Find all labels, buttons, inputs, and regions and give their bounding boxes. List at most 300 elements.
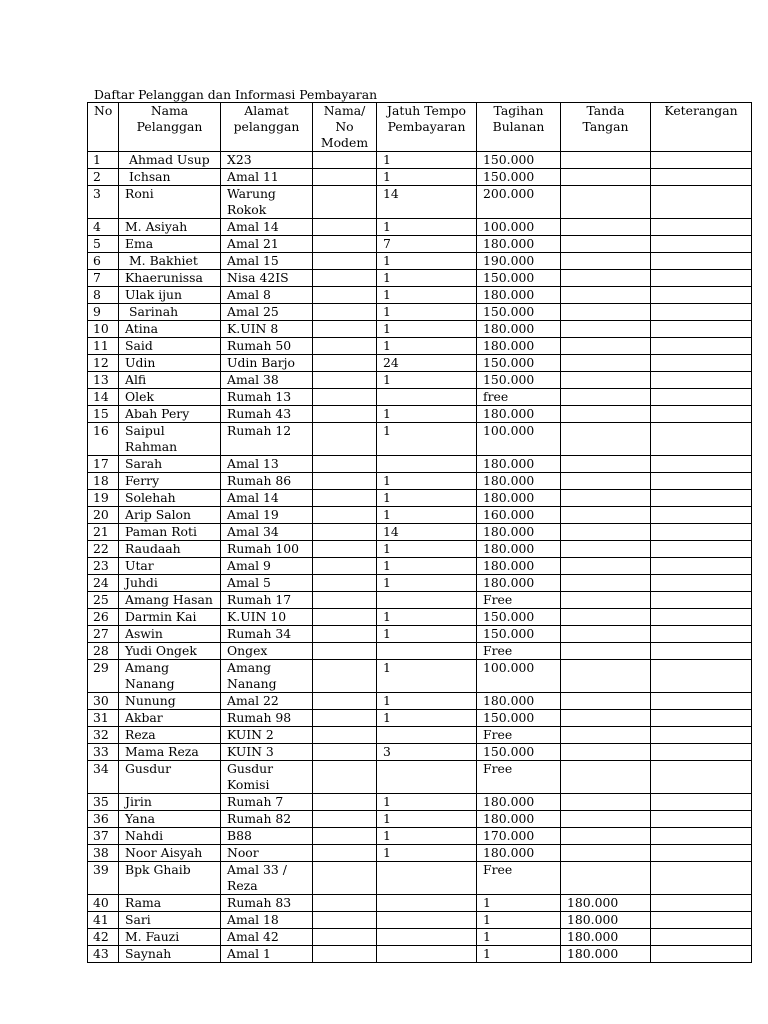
cell-no-text: 40 <box>93 895 109 910</box>
header-tanda <box>561 103 651 152</box>
table-row <box>88 660 752 693</box>
cell-tanda-tangan <box>561 152 651 169</box>
cell-nama-text: Saynah <box>125 946 172 961</box>
table-row <box>88 693 752 710</box>
page-title: Daftar Pelanggan dan Informasi Pembayaran <box>94 87 378 102</box>
cell-tagihan-text: 150.000 <box>483 169 535 184</box>
cell-tanda-tangan <box>561 946 651 963</box>
cell-tagihan <box>477 845 561 862</box>
cell-no <box>88 456 119 473</box>
cell-alamat <box>221 389 313 406</box>
cell-jatuh-tempo <box>377 862 477 895</box>
cell-keterangan <box>651 845 752 862</box>
cell-tanda-tangan <box>561 575 651 592</box>
cell-tagihan-text: 150.000 <box>483 744 535 759</box>
cell-tagihan-text: 180.000 <box>483 558 535 573</box>
cell-tanda-tangan <box>561 609 651 626</box>
cell-alamat-text: Rumah 86 <box>227 473 292 488</box>
cell-jatuh-tempo-text: 1 <box>383 406 391 421</box>
cell-no <box>88 236 119 253</box>
cell-no <box>88 473 119 490</box>
cell-alamat <box>221 558 313 575</box>
cell-alamat-text: X23 <box>227 152 252 167</box>
cell-tagihan <box>477 524 561 541</box>
cell-nama-text: Ulak ijun <box>125 287 183 302</box>
table-row <box>88 270 752 287</box>
cell-tagihan-text: Free <box>483 761 513 776</box>
header-tanda-line: Tangan <box>582 119 629 134</box>
cell-nama-text: Juhdi <box>125 575 158 590</box>
cell-jatuh-tempo <box>377 643 477 660</box>
cell-keterangan <box>651 473 752 490</box>
cell-no-text: 33 <box>93 744 109 759</box>
cell-tagihan <box>477 609 561 626</box>
cell-jatuh-tempo <box>377 389 477 406</box>
cell-tagihan <box>477 152 561 169</box>
cell-tagihan-text: 180.000 <box>483 524 535 539</box>
table-row <box>88 372 752 389</box>
cell-modem <box>313 236 377 253</box>
cell-tagihan-text: 1 <box>483 912 491 927</box>
cell-no <box>88 609 119 626</box>
cell-jatuh-tempo <box>377 287 477 304</box>
cell-modem <box>313 473 377 490</box>
table-row <box>88 794 752 811</box>
cell-nama-text: Rahman <box>125 439 178 454</box>
cell-alamat-text: Amal 13 <box>227 456 279 471</box>
cell-no-text: 15 <box>93 406 109 421</box>
header-keterangan <box>651 103 752 152</box>
table-row <box>88 811 752 828</box>
cell-tagihan <box>477 423 561 456</box>
table-row <box>88 219 752 236</box>
cell-alamat-text: Amal 22 <box>227 693 279 708</box>
cell-tagihan-text: 180.000 <box>483 541 535 556</box>
header-no: No <box>88 103 119 152</box>
cell-tagihan <box>477 794 561 811</box>
cell-tagihan-text: 1 <box>483 946 491 961</box>
cell-jatuh-tempo <box>377 744 477 761</box>
header-tagihan <box>477 103 561 152</box>
table-header-row <box>88 103 752 152</box>
cell-alamat-text: Reza <box>227 878 258 893</box>
cell-nama-text: Udin <box>125 355 156 370</box>
cell-no <box>88 558 119 575</box>
cell-tanda-tangan <box>561 693 651 710</box>
cell-keterangan <box>651 219 752 236</box>
cell-nama <box>119 845 221 862</box>
table-row <box>88 304 752 321</box>
cell-nama-text: Gusdur <box>125 761 172 776</box>
cell-nama <box>119 946 221 963</box>
cell-jatuh-tempo <box>377 304 477 321</box>
cell-modem <box>313 794 377 811</box>
cell-nama-text: Yana <box>125 811 155 826</box>
cell-modem <box>313 592 377 609</box>
cell-keterangan <box>651 186 752 219</box>
cell-tanda-tangan-text: 180.000 <box>567 929 619 944</box>
cell-nama-text: M. Fauzi <box>125 929 180 944</box>
cell-no <box>88 862 119 895</box>
cell-nama <box>119 693 221 710</box>
cell-keterangan <box>651 558 752 575</box>
cell-keterangan <box>651 592 752 609</box>
cell-no <box>88 575 119 592</box>
cell-tanda-tangan <box>561 626 651 643</box>
cell-keterangan <box>651 912 752 929</box>
cell-no-text: 29 <box>93 660 109 675</box>
cell-tagihan <box>477 406 561 423</box>
cell-tanda-tangan <box>561 186 651 219</box>
cell-tagihan-text: Free <box>483 643 513 658</box>
table-row <box>88 338 752 355</box>
cell-tagihan <box>477 372 561 389</box>
cell-no-text: 43 <box>93 946 109 961</box>
table-row <box>88 236 752 253</box>
table-row <box>88 929 752 946</box>
cell-modem <box>313 186 377 219</box>
cell-nama <box>119 912 221 929</box>
cell-modem <box>313 845 377 862</box>
cell-alamat-text: Rumah 100 <box>227 541 300 556</box>
cell-tanda-tangan <box>561 169 651 186</box>
cell-tanda-tangan <box>561 811 651 828</box>
cell-alamat <box>221 828 313 845</box>
cell-alamat-text: Amal 14 <box>227 490 279 505</box>
cell-no-text: 30 <box>93 693 109 708</box>
table-row <box>88 355 752 372</box>
cell-tagihan-text: 150.000 <box>483 609 535 624</box>
cell-modem <box>313 456 377 473</box>
cell-jatuh-tempo <box>377 406 477 423</box>
cell-nama-text: Khaerunissa <box>125 270 203 285</box>
cell-nama-text: Solehah <box>125 490 176 505</box>
header-nama-line: Nama <box>150 103 189 118</box>
cell-nama-text: Atina <box>125 321 159 336</box>
table-row <box>88 912 752 929</box>
cell-keterangan <box>651 811 752 828</box>
cell-modem <box>313 287 377 304</box>
cell-jatuh-tempo <box>377 321 477 338</box>
cell-alamat <box>221 592 313 609</box>
cell-nama <box>119 862 221 895</box>
cell-nama-text: Alfi <box>125 372 147 387</box>
cell-no <box>88 912 119 929</box>
cell-tanda-tangan <box>561 744 651 761</box>
cell-tagihan-text: free <box>483 389 509 404</box>
cell-no <box>88 946 119 963</box>
cell-nama <box>119 575 221 592</box>
cell-nama <box>119 744 221 761</box>
cell-nama-text: Nahdi <box>125 828 164 843</box>
cell-jatuh-tempo <box>377 794 477 811</box>
cell-modem <box>313 558 377 575</box>
cell-no-text: 1 <box>93 152 101 167</box>
cell-jatuh-tempo <box>377 660 477 693</box>
table-row <box>88 845 752 862</box>
header-modem-line: Modem <box>320 135 369 150</box>
cell-jatuh-tempo-text: 1 <box>383 287 391 302</box>
cell-tagihan-text: 160.000 <box>483 507 535 522</box>
cell-no-text: 26 <box>93 609 109 624</box>
cell-no-text: 17 <box>93 456 109 471</box>
cell-no <box>88 406 119 423</box>
cell-nama <box>119 152 221 169</box>
cell-alamat <box>221 929 313 946</box>
cell-nama <box>119 710 221 727</box>
cell-jatuh-tempo <box>377 338 477 355</box>
cell-keterangan <box>651 152 752 169</box>
cell-modem <box>313 423 377 456</box>
cell-tanda-tangan <box>561 761 651 794</box>
cell-alamat <box>221 862 313 895</box>
cell-tanda-tangan <box>561 660 651 693</box>
table-row <box>88 761 752 794</box>
cell-no <box>88 710 119 727</box>
cell-tagihan-text: 190.000 <box>483 253 535 268</box>
cell-alamat-text: Amal 14 <box>227 219 279 234</box>
cell-modem <box>313 727 377 744</box>
cell-modem <box>313 912 377 929</box>
cell-tagihan <box>477 355 561 372</box>
cell-tanda-tangan <box>561 643 651 660</box>
cell-alamat-text: Amal 19 <box>227 507 279 522</box>
cell-jatuh-tempo-text: 1 <box>383 152 391 167</box>
cell-tagihan <box>477 236 561 253</box>
cell-nama-text: Sarinah <box>129 304 179 319</box>
cell-jatuh-tempo-text: 24 <box>383 355 399 370</box>
cell-tagihan <box>477 321 561 338</box>
cell-keterangan <box>651 355 752 372</box>
cell-keterangan <box>651 710 752 727</box>
cell-no-text: 21 <box>93 524 109 539</box>
cell-tagihan <box>477 338 561 355</box>
cell-tanda-tangan <box>561 219 651 236</box>
cell-nama-text: Aswin <box>125 626 163 641</box>
cell-keterangan <box>651 828 752 845</box>
cell-tanda-tangan <box>561 321 651 338</box>
table-row <box>88 406 752 423</box>
cell-no-text: 42 <box>93 929 109 944</box>
cell-nama <box>119 490 221 507</box>
cell-no <box>88 152 119 169</box>
cell-nama-text: Akbar <box>125 710 163 725</box>
header-alamat-line: pelanggan <box>233 119 300 134</box>
cell-alamat-text: Rumah 7 <box>227 794 284 809</box>
cell-tagihan-text: 180.000 <box>483 845 535 860</box>
header-tanda-line: Tanda <box>586 103 625 118</box>
cell-keterangan <box>651 423 752 456</box>
cell-no-text: 5 <box>93 236 101 251</box>
cell-tanda-tangan-text: 180.000 <box>567 912 619 927</box>
cell-nama-text: Sarah <box>125 456 163 471</box>
cell-nama-text: Ema <box>125 236 154 251</box>
cell-alamat <box>221 219 313 236</box>
cell-tagihan <box>477 895 561 912</box>
header-jatuh-tempo-line: Jatuh Tempo <box>386 103 466 118</box>
cell-modem <box>313 761 377 794</box>
cell-tagihan-text: 180.000 <box>483 811 535 826</box>
cell-alamat-text: B88 <box>227 828 252 843</box>
cell-tagihan <box>477 828 561 845</box>
cell-keterangan <box>651 895 752 912</box>
cell-tanda-tangan <box>561 524 651 541</box>
cell-tanda-tangan <box>561 727 651 744</box>
cell-tagihan-text: 180.000 <box>483 794 535 809</box>
cell-modem <box>313 372 377 389</box>
cell-keterangan <box>651 253 752 270</box>
cell-jatuh-tempo-text: 1 <box>383 423 391 438</box>
cell-nama-text: Saipul <box>125 423 165 438</box>
cell-alamat-text: Amal 15 <box>227 253 279 268</box>
cell-no-text: 22 <box>93 541 109 556</box>
cell-modem <box>313 219 377 236</box>
cell-no-text: 41 <box>93 912 109 927</box>
cell-tagihan <box>477 643 561 660</box>
cell-alamat <box>221 575 313 592</box>
cell-keterangan <box>651 304 752 321</box>
table-row <box>88 287 752 304</box>
cell-nama <box>119 423 221 456</box>
cell-modem <box>313 643 377 660</box>
cell-alamat <box>221 541 313 558</box>
cell-alamat-text: Amal 5 <box>227 575 271 590</box>
header-keterangan-line: Keterangan <box>664 103 738 118</box>
cell-no-text: 18 <box>93 473 109 488</box>
cell-no-text: 13 <box>93 372 109 387</box>
cell-tagihan-text: 150.000 <box>483 626 535 641</box>
cell-tagihan <box>477 490 561 507</box>
cell-tagihan <box>477 744 561 761</box>
cell-tanda-tangan-text: 180.000 <box>567 895 619 910</box>
cell-modem <box>313 152 377 169</box>
cell-nama-text: Amang <box>125 660 169 675</box>
cell-keterangan <box>651 169 752 186</box>
cell-no-text: 39 <box>93 862 109 877</box>
cell-alamat <box>221 253 313 270</box>
cell-nama <box>119 321 221 338</box>
cell-alamat <box>221 304 313 321</box>
table-row <box>88 524 752 541</box>
cell-keterangan <box>651 490 752 507</box>
cell-jatuh-tempo-text: 3 <box>383 744 391 759</box>
cell-no-text: 24 <box>93 575 109 590</box>
cell-modem <box>313 541 377 558</box>
cell-alamat-text: Amal 34 <box>227 524 279 539</box>
cell-tagihan <box>477 811 561 828</box>
cell-alamat-text: KUIN 2 <box>227 727 274 742</box>
cell-tanda-tangan <box>561 592 651 609</box>
cell-no-text: 35 <box>93 794 109 809</box>
cell-modem <box>313 811 377 828</box>
table-row <box>88 321 752 338</box>
cell-no <box>88 507 119 524</box>
cell-nama <box>119 524 221 541</box>
cell-keterangan <box>651 321 752 338</box>
cell-alamat-text: Warung <box>227 186 276 201</box>
cell-no <box>88 321 119 338</box>
cell-alamat-text: Nisa 42IS <box>227 270 289 285</box>
cell-jatuh-tempo-text: 14 <box>383 186 399 201</box>
cell-tagihan-text: 180.000 <box>483 456 535 471</box>
cell-alamat <box>221 693 313 710</box>
cell-tanda-tangan <box>561 389 651 406</box>
cell-modem <box>313 660 377 693</box>
cell-keterangan <box>651 389 752 406</box>
cell-nama <box>119 660 221 693</box>
cell-alamat <box>221 609 313 626</box>
cell-alamat <box>221 744 313 761</box>
cell-nama-text: Noor Aisyah <box>125 845 203 860</box>
cell-tagihan <box>477 253 561 270</box>
cell-no-text: 11 <box>93 338 109 353</box>
cell-alamat-text: Rumah 12 <box>227 423 292 438</box>
cell-nama <box>119 895 221 912</box>
cell-no <box>88 626 119 643</box>
cell-no-text: 25 <box>93 592 109 607</box>
cell-tanda-tangan <box>561 304 651 321</box>
cell-nama-text: Rama <box>125 895 162 910</box>
cell-keterangan <box>651 456 752 473</box>
cell-jatuh-tempo-text: 1 <box>383 372 391 387</box>
cell-tagihan-text: 180.000 <box>483 473 535 488</box>
table-row <box>88 710 752 727</box>
table-row <box>88 828 752 845</box>
cell-jatuh-tempo-text: 1 <box>383 710 391 725</box>
cell-tanda-tangan <box>561 406 651 423</box>
table-row <box>88 592 752 609</box>
cell-tanda-tangan <box>561 423 651 456</box>
cell-alamat <box>221 338 313 355</box>
cell-no <box>88 270 119 287</box>
cell-alamat <box>221 811 313 828</box>
cell-jatuh-tempo <box>377 186 477 219</box>
cell-alamat-text: Amal 25 <box>227 304 279 319</box>
cell-tanda-tangan <box>561 507 651 524</box>
cell-alamat-text: KUIN 3 <box>227 744 274 759</box>
cell-alamat <box>221 794 313 811</box>
table-row <box>88 186 752 219</box>
cell-tanda-tangan <box>561 287 651 304</box>
cell-nama-text: Ichsan <box>129 169 171 184</box>
cell-nama <box>119 828 221 845</box>
table-row <box>88 575 752 592</box>
cell-no-text: 8 <box>93 287 101 302</box>
cell-alamat <box>221 473 313 490</box>
cell-nama <box>119 541 221 558</box>
cell-tagihan <box>477 389 561 406</box>
cell-nama-text: Ahmad Usup <box>129 152 210 167</box>
cell-tagihan-text: 180.000 <box>483 693 535 708</box>
cell-tanda-tangan <box>561 895 651 912</box>
cell-alamat-text: Nanang <box>227 676 277 691</box>
cell-alamat-text: Rumah 98 <box>227 710 292 725</box>
cell-alamat <box>221 152 313 169</box>
cell-nama <box>119 929 221 946</box>
cell-no <box>88 169 119 186</box>
cell-tagihan <box>477 169 561 186</box>
cell-no <box>88 541 119 558</box>
cell-modem <box>313 828 377 845</box>
cell-jatuh-tempo <box>377 490 477 507</box>
cell-tagihan-text: 1 <box>483 929 491 944</box>
cell-keterangan <box>651 929 752 946</box>
cell-jatuh-tempo <box>377 845 477 862</box>
cell-nama <box>119 406 221 423</box>
cell-modem <box>313 270 377 287</box>
cell-jatuh-tempo <box>377 270 477 287</box>
cell-alamat <box>221 321 313 338</box>
